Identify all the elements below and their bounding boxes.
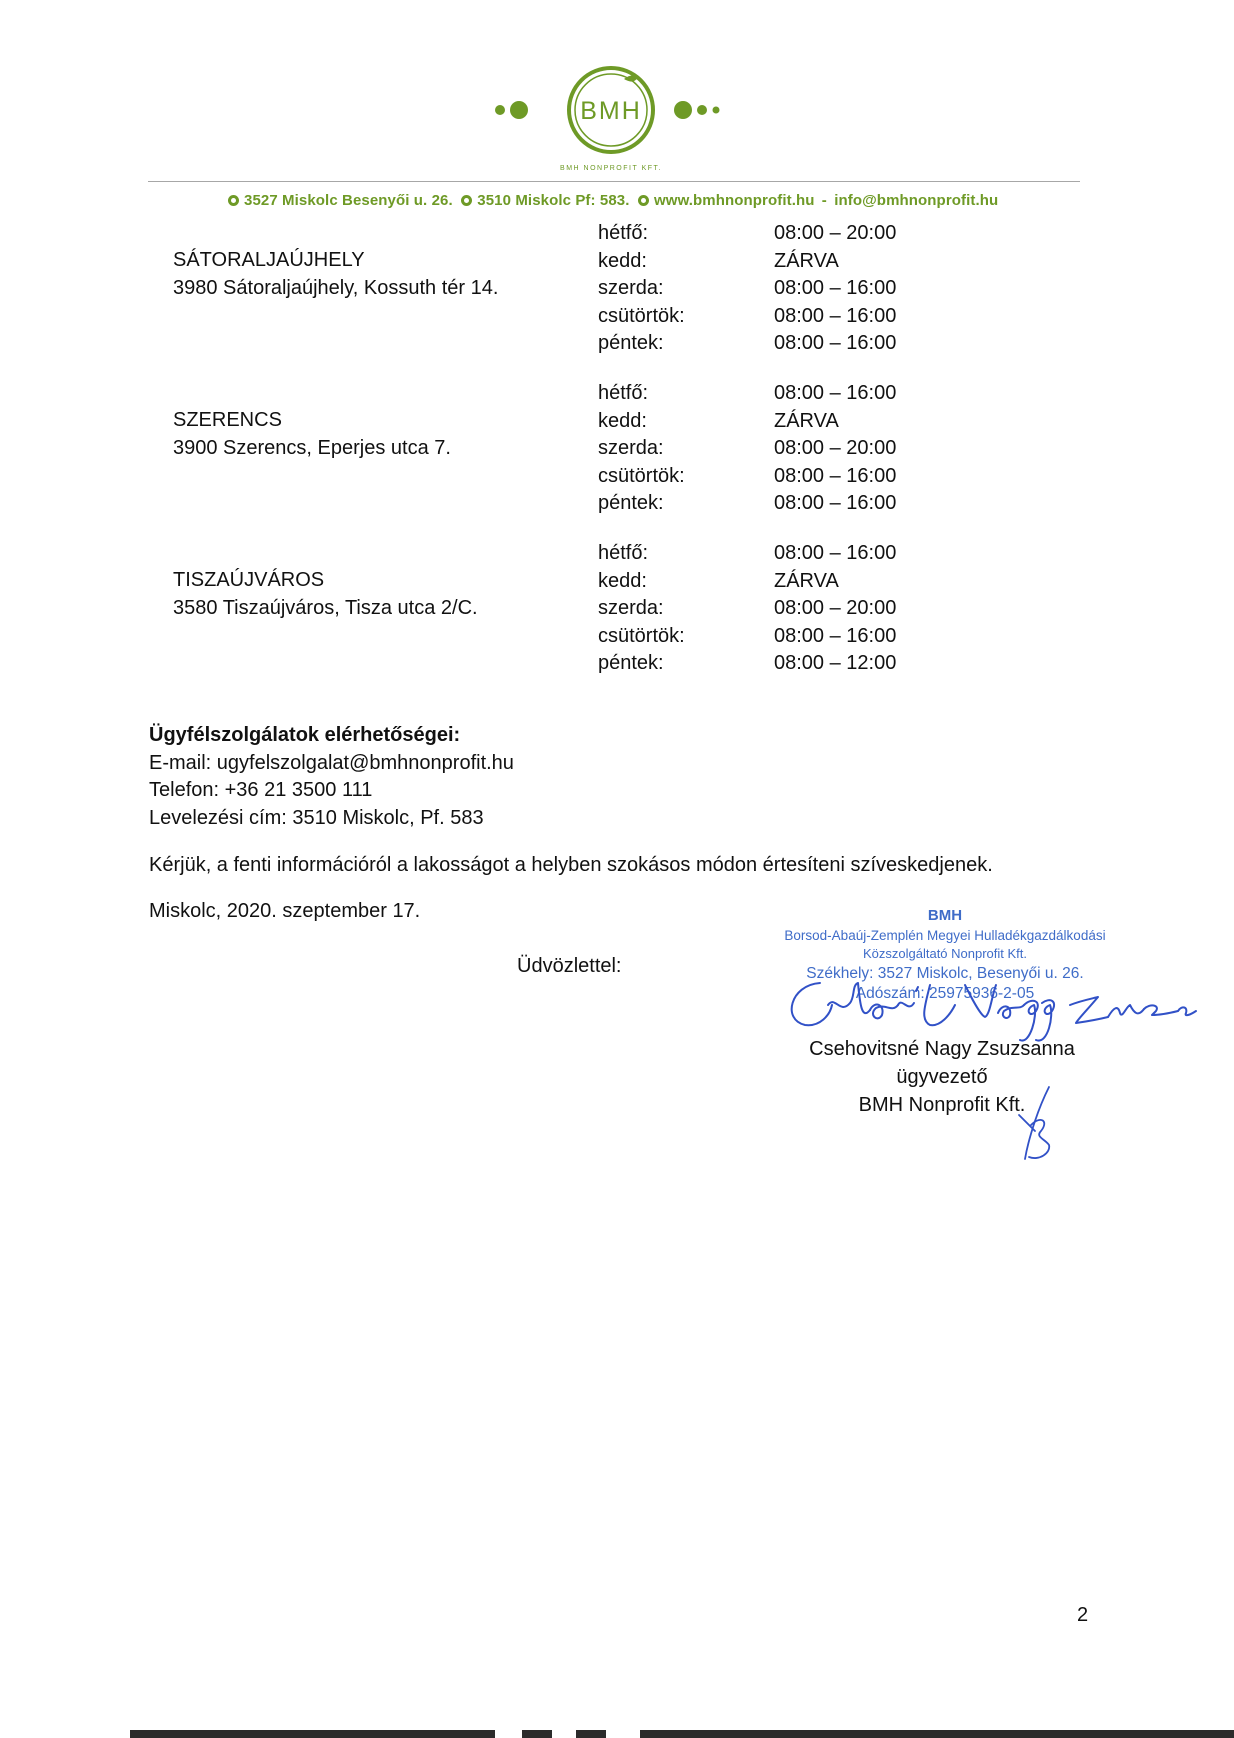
schedule-day: szerda: [598,277,664,300]
schedule-tiszaujvaros [598,540,924,678]
stamp-title: BMH [927,907,963,924]
schedule-row [598,275,924,303]
schedule-day: kedd: [598,569,647,592]
bullet-icon [461,195,472,206]
letterhead-email[interactable]: info@bmhnonprofit.hu [834,192,999,209]
header-divider [148,181,1080,182]
schedule-time: 08:00 – 16:00 [774,542,897,564]
location-name: SZERENCS [173,409,282,431]
location-name: SÁTORALJAÚJHELY [173,249,365,271]
schedule-time: 08:00 – 16:00 [774,492,897,515]
schedule-time: 08:00 – 20:00 [774,437,897,460]
schedule-time: ZÁRVA [774,249,839,272]
contacts-email[interactable]: E-mail: ugyfelszolgalat@bmhnonprofit.hu [149,751,514,774]
location-address: 3900 Szerencs, Eperjes utca 7. [173,437,451,459]
schedule-row [598,408,924,436]
logo-text: BMH [580,97,642,125]
schedule-row [598,463,924,491]
location-address: 3980 Sátoraljaújhely, Kossuth tér 14. [173,277,499,299]
stamp-line: Adószám: 25975936-2-05 [855,985,1035,1002]
schedule-time: 08:00 – 16:00 [774,277,897,300]
stamp-line: Borsod-Abaúj-Zemplén Megyei Hulladékgazdálkodási [784,928,1106,943]
schedule-szerencs [598,380,924,518]
letterhead-po-box: 3510 Miskolc Pf: 583. [477,192,630,209]
schedule-day: szerda: [598,437,664,460]
schedule-time: 08:00 – 16:00 [774,332,897,355]
scan-edge-artifact [522,1730,552,1738]
schedule-row [598,540,924,568]
location-satoraljaujhely [173,246,498,302]
schedule-time: 08:00 – 16:00 [774,464,897,487]
letterhead-separator: - [821,192,827,209]
letterhead-address: 3527 Miskolc Besenyői u. 26. [244,192,453,209]
schedule-day: szerda: [598,597,664,620]
location-szerencs [173,406,451,462]
schedule-day: hétfő: [598,542,649,564]
schedule-row [598,380,924,408]
schedule-time: 08:00 – 20:00 [774,597,897,620]
signatory-role: ügyvezető [896,1066,988,1088]
schedule-row [598,220,924,248]
scan-edge-artifact [640,1730,1234,1738]
location-tiszaujvaros [173,566,478,622]
schedule-time: 08:00 – 20:00 [774,222,897,244]
page-number: 2 [1077,1604,1089,1626]
bmh-logo [490,62,740,172]
schedule-day: kedd: [598,409,647,432]
letterhead-contacts [228,192,1028,209]
schedule-satoraljaujhely [598,220,924,358]
contacts-heading: Ügyfélszolgálatok elérhetőségei: [149,724,461,746]
letterhead-website[interactable]: www.bmhnonprofit.hu [654,192,815,209]
scan-edge-artifact [576,1730,606,1738]
schedule-day: péntek: [598,492,664,515]
schedule-time: 08:00 – 16:00 [774,624,897,647]
signatory-name: Csehovitsné Nagy Zsuzsanna [809,1038,1075,1060]
schedule-day: péntek: [598,332,664,355]
schedule-row [598,330,924,358]
contacts-mail-address: Levelezési cím: 3510 Miskolc, Pf. 583 [149,806,484,829]
schedule-day: hétfő: [598,382,649,404]
schedule-row [598,595,924,623]
date-line: Miskolc, 2020. szeptember 17. [149,900,421,922]
logo-subtitle: BMH NONPROFIT KFT. [560,165,662,172]
location-name: TISZAÚJVÁROS [173,569,325,591]
schedule-day: hétfő: [598,222,649,244]
location-address: 3580 Tiszaújváros, Tisza utca 2/C. [173,597,478,619]
schedule-row [598,303,924,331]
schedule-time: 08:00 – 12:00 [774,652,897,675]
schedule-day: csütörtök: [598,304,685,327]
schedule-day: csütörtök: [598,624,685,647]
bullet-icon [638,195,649,206]
bullet-icon [228,195,239,206]
greeting: Üdvözlettel: [517,955,622,977]
customer-service-contacts [149,722,514,832]
contacts-phone: Telefon: +36 21 3500 111 [149,779,373,802]
scan-edge-artifact [130,1730,495,1738]
schedule-time: 08:00 – 16:00 [774,304,897,327]
request-text: Kérjük, a fenti információról a lakosságot a helyben szokásos módon értesíteni szíveskedjenek. [149,854,993,876]
schedule-row [598,568,924,596]
schedule-row [598,623,924,651]
stamp-line: Közszolgáltató Nonprofit Kft. [862,946,1028,961]
schedule-row [598,248,924,276]
schedule-day: péntek: [598,652,664,675]
stamp-line: Székhely: 3527 Miskolc, Besenyői u. 26. [806,965,1084,982]
schedule-row [598,490,924,518]
schedule-time: ZÁRVA [774,569,839,592]
schedule-time: ZÁRVA [774,409,839,432]
schedule-row [598,650,924,678]
handwritten-initials [1005,1085,1065,1165]
schedule-day: csütörtök: [598,464,685,487]
signatory-company: BMH Nonprofit Kft. [858,1094,1026,1116]
schedule-time: 08:00 – 16:00 [774,382,897,404]
schedule-day: kedd: [598,249,647,272]
schedule-row [598,435,924,463]
